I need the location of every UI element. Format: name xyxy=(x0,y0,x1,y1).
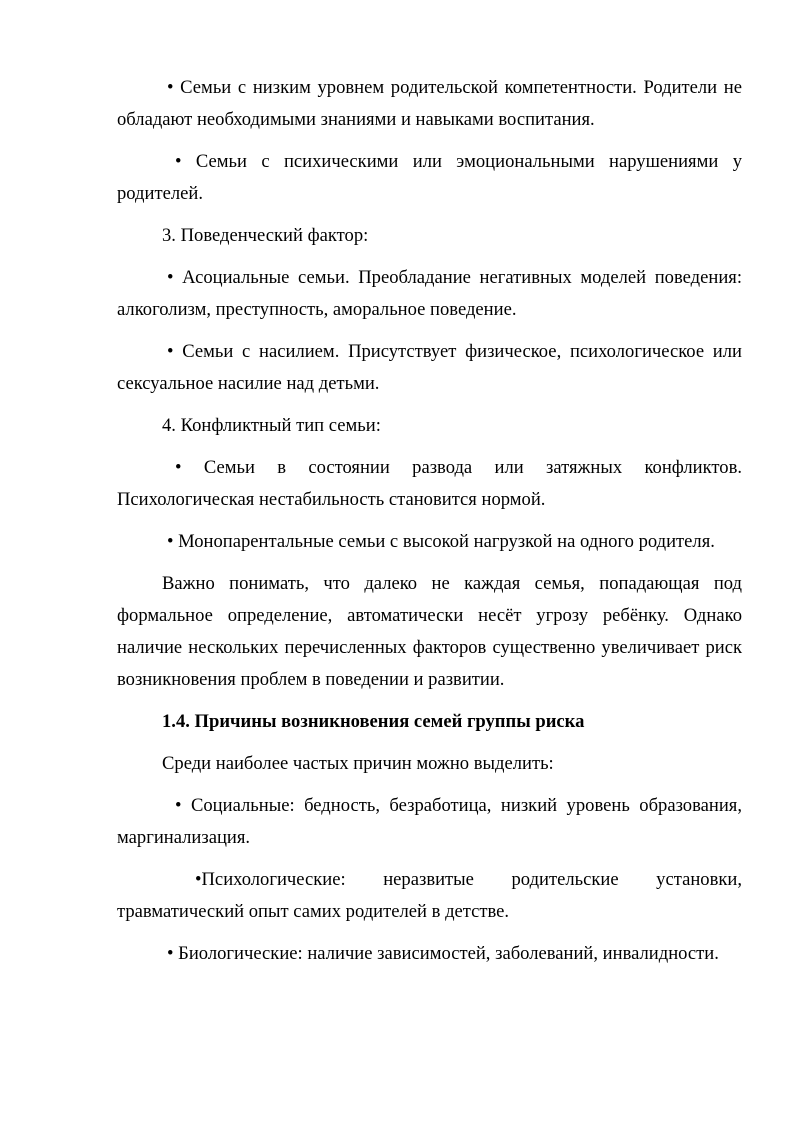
page-body xyxy=(117,72,742,980)
paragraph-asocial-families: • Асоциальные семьи. Преобладание негативных моделей поведения: алкоголизм, преступность, аморальное поведение. xyxy=(117,267,742,320)
section-heading: 1.4. Причины возникновения семей группы риска xyxy=(162,711,585,732)
paragraph-single-parent: • Монопарентальные семьи с высокой нагрузкой на одного родителя. xyxy=(167,531,715,552)
paragraph-violence: • Семьи с насилием. Присутствует физическое, психологическое или сексуальное насилие над детьми. xyxy=(117,341,742,394)
paragraph-behavioral-factor: 3. Поведенческий фактор: xyxy=(162,225,369,246)
paragraph-important-note: Важно понимать, что далеко не каждая семья, попадающая под формальное определение, автоматически несёт угрозу ребёнку. Однако наличие нескольких перечисленных факторов существенно увеличивает риск возникновения проблем в поведении и развитии. xyxy=(117,573,742,690)
paragraph-biological-causes: • Биологические: наличие зависимостей, заболеваний, инвалидности. xyxy=(167,943,719,964)
paragraph-social-causes: • Социальные: бедность, безработица, низкий уровень образования, маргинализация. xyxy=(117,795,742,848)
paragraph-causes-intro: Среди наиболее частых причин можно выделить: xyxy=(162,753,554,774)
paragraph-conflict-type: 4. Конфликтный тип семьи: xyxy=(162,415,381,436)
paragraph-mental-disorders: • Семьи с психическими или эмоциональными нарушениями у родителей. xyxy=(117,151,742,204)
paragraph-low-competence: • Семьи с низким уровнем родительской компетентности. Родители не обладают необходимыми знаниями и навыками воспитания. xyxy=(117,77,742,130)
paragraph-psychological-causes: •Психологические: неразвитые родительские установки, травматический опыт самих родителей в детстве. xyxy=(117,869,742,922)
paragraph-divorce: • Семьи в состоянии развода или затяжных конфликтов. Психологическая нестабильность становится нормой. xyxy=(117,457,742,510)
